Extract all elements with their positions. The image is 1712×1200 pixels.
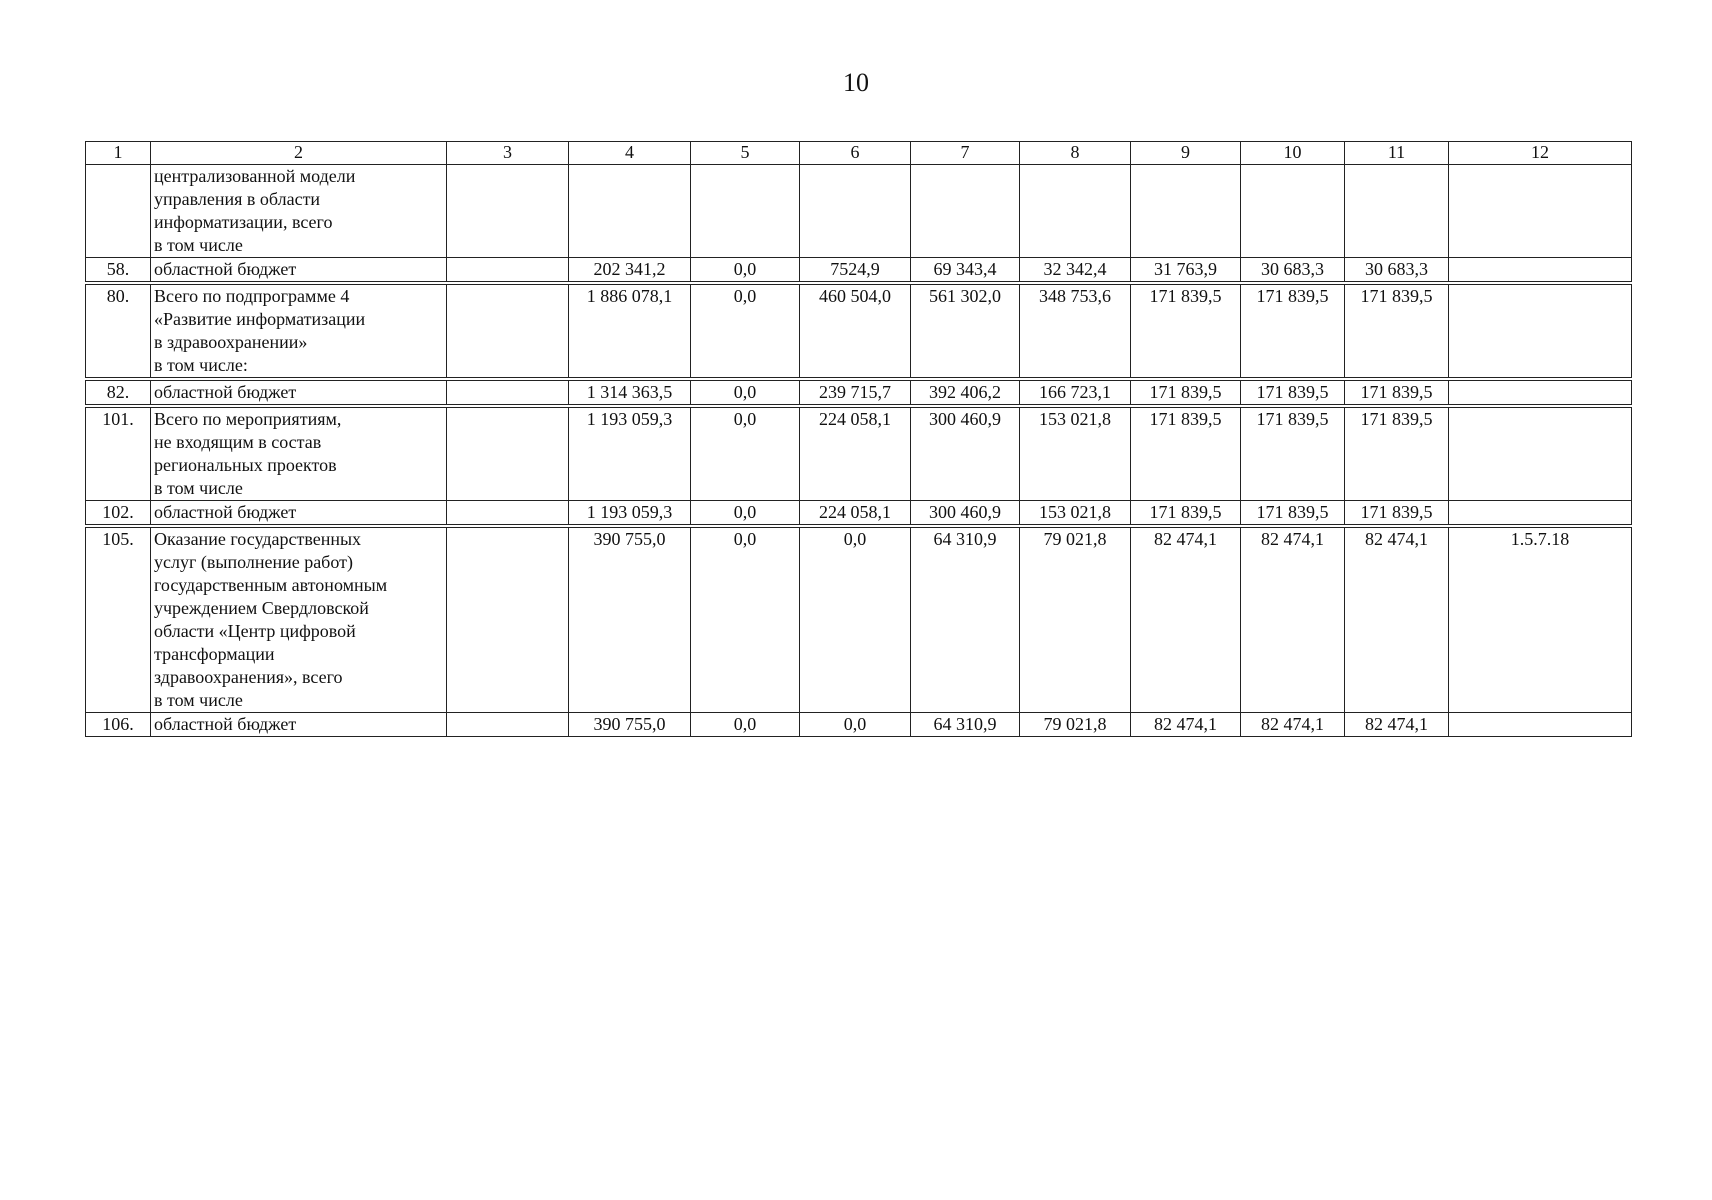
- row-value-cell: 0,0: [691, 379, 800, 406]
- row-value-cell: 31 763,9: [1131, 258, 1241, 284]
- row-value-cell: 166 723,1: [1020, 379, 1131, 406]
- row-name-line: информатизации, всего: [154, 212, 333, 232]
- table-row: [86, 713, 1632, 737]
- row-value-cell: 32 342,4: [1020, 258, 1131, 284]
- row-code-cell: [1449, 406, 1632, 501]
- row-number-cell: 105.: [86, 526, 151, 713]
- row-name-line: услуг (выполнение работ): [154, 552, 353, 572]
- row-value-cell: 171 839,5: [1131, 283, 1241, 379]
- row-name-line: трансформации: [154, 644, 275, 664]
- row-value-cell: 0,0: [691, 501, 800, 527]
- row-number-cell: 82.: [86, 379, 151, 406]
- row-value-cell: 300 460,9: [911, 501, 1020, 527]
- row-name-line: областной бюджет: [154, 382, 297, 402]
- row-value-cell: 390 755,0: [569, 526, 691, 713]
- row-value-cell: 0,0: [691, 283, 800, 379]
- row-value-cell: [447, 258, 569, 284]
- row-number-cell: 106.: [86, 713, 151, 737]
- row-value-cell: 82 474,1: [1131, 713, 1241, 737]
- row-name-line: в том числе:: [154, 355, 248, 375]
- row-value-cell: 224 058,1: [800, 406, 911, 501]
- row-code-cell: [1449, 501, 1632, 527]
- page-number: 10: [843, 68, 869, 97]
- row-value-cell: [447, 379, 569, 406]
- row-value-cell: [691, 165, 800, 258]
- row-value-cell: 1 314 363,5: [569, 379, 691, 406]
- table-row: [86, 526, 1632, 713]
- table-header-row: [86, 142, 1632, 165]
- table-row: [86, 258, 1632, 284]
- row-value-cell: 348 753,6: [1020, 283, 1131, 379]
- row-value-cell: 82 474,1: [1131, 526, 1241, 713]
- row-value-cell: 0,0: [800, 713, 911, 737]
- header-cell: 6: [800, 142, 911, 165]
- row-name-cell: [151, 283, 447, 379]
- row-value-cell: 171 839,5: [1241, 501, 1345, 527]
- row-value-cell: [1345, 165, 1449, 258]
- row-value-cell: 1 193 059,3: [569, 501, 691, 527]
- row-value-cell: 69 343,4: [911, 258, 1020, 284]
- row-value-cell: 0,0: [691, 258, 800, 284]
- row-name-line: Оказание государственных: [154, 529, 362, 549]
- row-value-cell: 171 839,5: [1241, 283, 1345, 379]
- row-name-cell: [151, 379, 447, 406]
- row-value-cell: 390 755,0: [569, 713, 691, 737]
- row-value-cell: 171 839,5: [1131, 379, 1241, 406]
- row-value-cell: 64 310,9: [911, 713, 1020, 737]
- row-value-cell: [447, 713, 569, 737]
- row-name-line: Всего по подпрограмме 4: [154, 286, 350, 306]
- row-name-line: «Развитие информатизации: [154, 309, 366, 329]
- row-name-line: региональных проектов: [154, 455, 337, 475]
- row-code-cell: [1449, 165, 1632, 258]
- row-value-cell: 171 839,5: [1131, 406, 1241, 501]
- header-cell: 10: [1241, 142, 1345, 165]
- row-number-cell: 58.: [86, 258, 151, 284]
- row-value-cell: [447, 501, 569, 527]
- row-value-cell: 1 193 059,3: [569, 406, 691, 501]
- row-value-cell: 0,0: [800, 526, 911, 713]
- row-value-cell: 0,0: [691, 406, 800, 501]
- row-value-cell: 239 715,7: [800, 379, 911, 406]
- header-cell: 8: [1020, 142, 1131, 165]
- header-cell: 4: [569, 142, 691, 165]
- header-cell: 12: [1449, 142, 1632, 165]
- table-row: [86, 379, 1632, 406]
- row-code-cell: [1449, 379, 1632, 406]
- row-value-cell: 64 310,9: [911, 526, 1020, 713]
- row-number-cell: 80.: [86, 283, 151, 379]
- header-cell: 5: [691, 142, 800, 165]
- row-name-line: здравоохранения», всего: [154, 667, 343, 687]
- row-name-line: в том числе: [154, 690, 243, 710]
- row-value-cell: 300 460,9: [911, 406, 1020, 501]
- row-value-cell: 171 839,5: [1131, 501, 1241, 527]
- row-value-cell: 171 839,5: [1241, 379, 1345, 406]
- row-value-cell: [447, 406, 569, 501]
- budget-table: [85, 141, 1632, 737]
- row-value-cell: [447, 283, 569, 379]
- row-value-cell: 153 021,8: [1020, 501, 1131, 527]
- row-value-cell: 153 021,8: [1020, 406, 1131, 501]
- table-body: [86, 142, 1632, 737]
- row-name-line: государственным автономным: [154, 575, 388, 595]
- row-number-cell: 101.: [86, 406, 151, 501]
- row-name-cell: [151, 406, 447, 501]
- row-name-line: учреждением Свердловской: [154, 598, 369, 618]
- row-value-cell: 171 839,5: [1345, 406, 1449, 501]
- table-row: [86, 501, 1632, 527]
- row-value-cell: 171 839,5: [1345, 379, 1449, 406]
- row-value-cell: 82 474,1: [1241, 526, 1345, 713]
- row-code-cell: 1.5.7.18: [1449, 526, 1632, 713]
- row-value-cell: 1 886 078,1: [569, 283, 691, 379]
- row-value-cell: 392 406,2: [911, 379, 1020, 406]
- header-cell: 11: [1345, 142, 1449, 165]
- row-name-line: области «Центр цифровой: [154, 621, 356, 641]
- row-name-line: в том числе: [154, 235, 243, 255]
- row-value-cell: [569, 165, 691, 258]
- row-number-cell: 102.: [86, 501, 151, 527]
- row-value-cell: [1241, 165, 1345, 258]
- header-cell: 1: [86, 142, 151, 165]
- table-row: [86, 283, 1632, 379]
- row-number-cell: [86, 165, 151, 258]
- row-value-cell: [1020, 165, 1131, 258]
- row-name-line: Всего по мероприятиям,: [154, 409, 342, 429]
- row-code-cell: [1449, 258, 1632, 284]
- table-row: [86, 165, 1632, 258]
- row-value-cell: 171 839,5: [1345, 283, 1449, 379]
- row-name-cell: [151, 501, 447, 527]
- row-value-cell: 171 839,5: [1241, 406, 1345, 501]
- row-value-cell: [447, 526, 569, 713]
- row-value-cell: 82 474,1: [1345, 713, 1449, 737]
- row-code-cell: [1449, 713, 1632, 737]
- row-name-line: в том числе: [154, 478, 243, 498]
- row-name-line: централизованной модели: [154, 166, 356, 186]
- row-name-line: управления в области: [154, 189, 321, 209]
- row-value-cell: [800, 165, 911, 258]
- row-value-cell: 0,0: [691, 713, 800, 737]
- table-row: [86, 406, 1632, 501]
- header-cell: 9: [1131, 142, 1241, 165]
- header-cell: 7: [911, 142, 1020, 165]
- row-name-line: областной бюджет: [154, 502, 297, 522]
- header-cell: 3: [447, 142, 569, 165]
- row-name-cell: [151, 526, 447, 713]
- row-value-cell: 561 302,0: [911, 283, 1020, 379]
- row-value-cell: 202 341,2: [569, 258, 691, 284]
- row-value-cell: [1131, 165, 1241, 258]
- row-value-cell: [447, 165, 569, 258]
- row-value-cell: 460 504,0: [800, 283, 911, 379]
- row-value-cell: [911, 165, 1020, 258]
- row-value-cell: 30 683,3: [1345, 258, 1449, 284]
- row-value-cell: 7524,9: [800, 258, 911, 284]
- row-code-cell: [1449, 283, 1632, 379]
- row-value-cell: 0,0: [691, 526, 800, 713]
- row-value-cell: 224 058,1: [800, 501, 911, 527]
- row-name-line: не входящим в состав: [154, 432, 322, 452]
- row-name-cell: [151, 165, 447, 258]
- row-value-cell: 30 683,3: [1241, 258, 1345, 284]
- row-value-cell: 79 021,8: [1020, 526, 1131, 713]
- row-value-cell: 82 474,1: [1241, 713, 1345, 737]
- row-name-line: областной бюджет: [154, 714, 297, 734]
- row-name-line: областной бюджет: [154, 259, 297, 279]
- row-name-cell: [151, 713, 447, 737]
- row-value-cell: 79 021,8: [1020, 713, 1131, 737]
- row-value-cell: 82 474,1: [1345, 526, 1449, 713]
- header-cell: 2: [151, 142, 447, 165]
- row-name-line: в здравоохранении»: [154, 332, 308, 352]
- row-name-cell: [151, 258, 447, 284]
- row-value-cell: 171 839,5: [1345, 501, 1449, 527]
